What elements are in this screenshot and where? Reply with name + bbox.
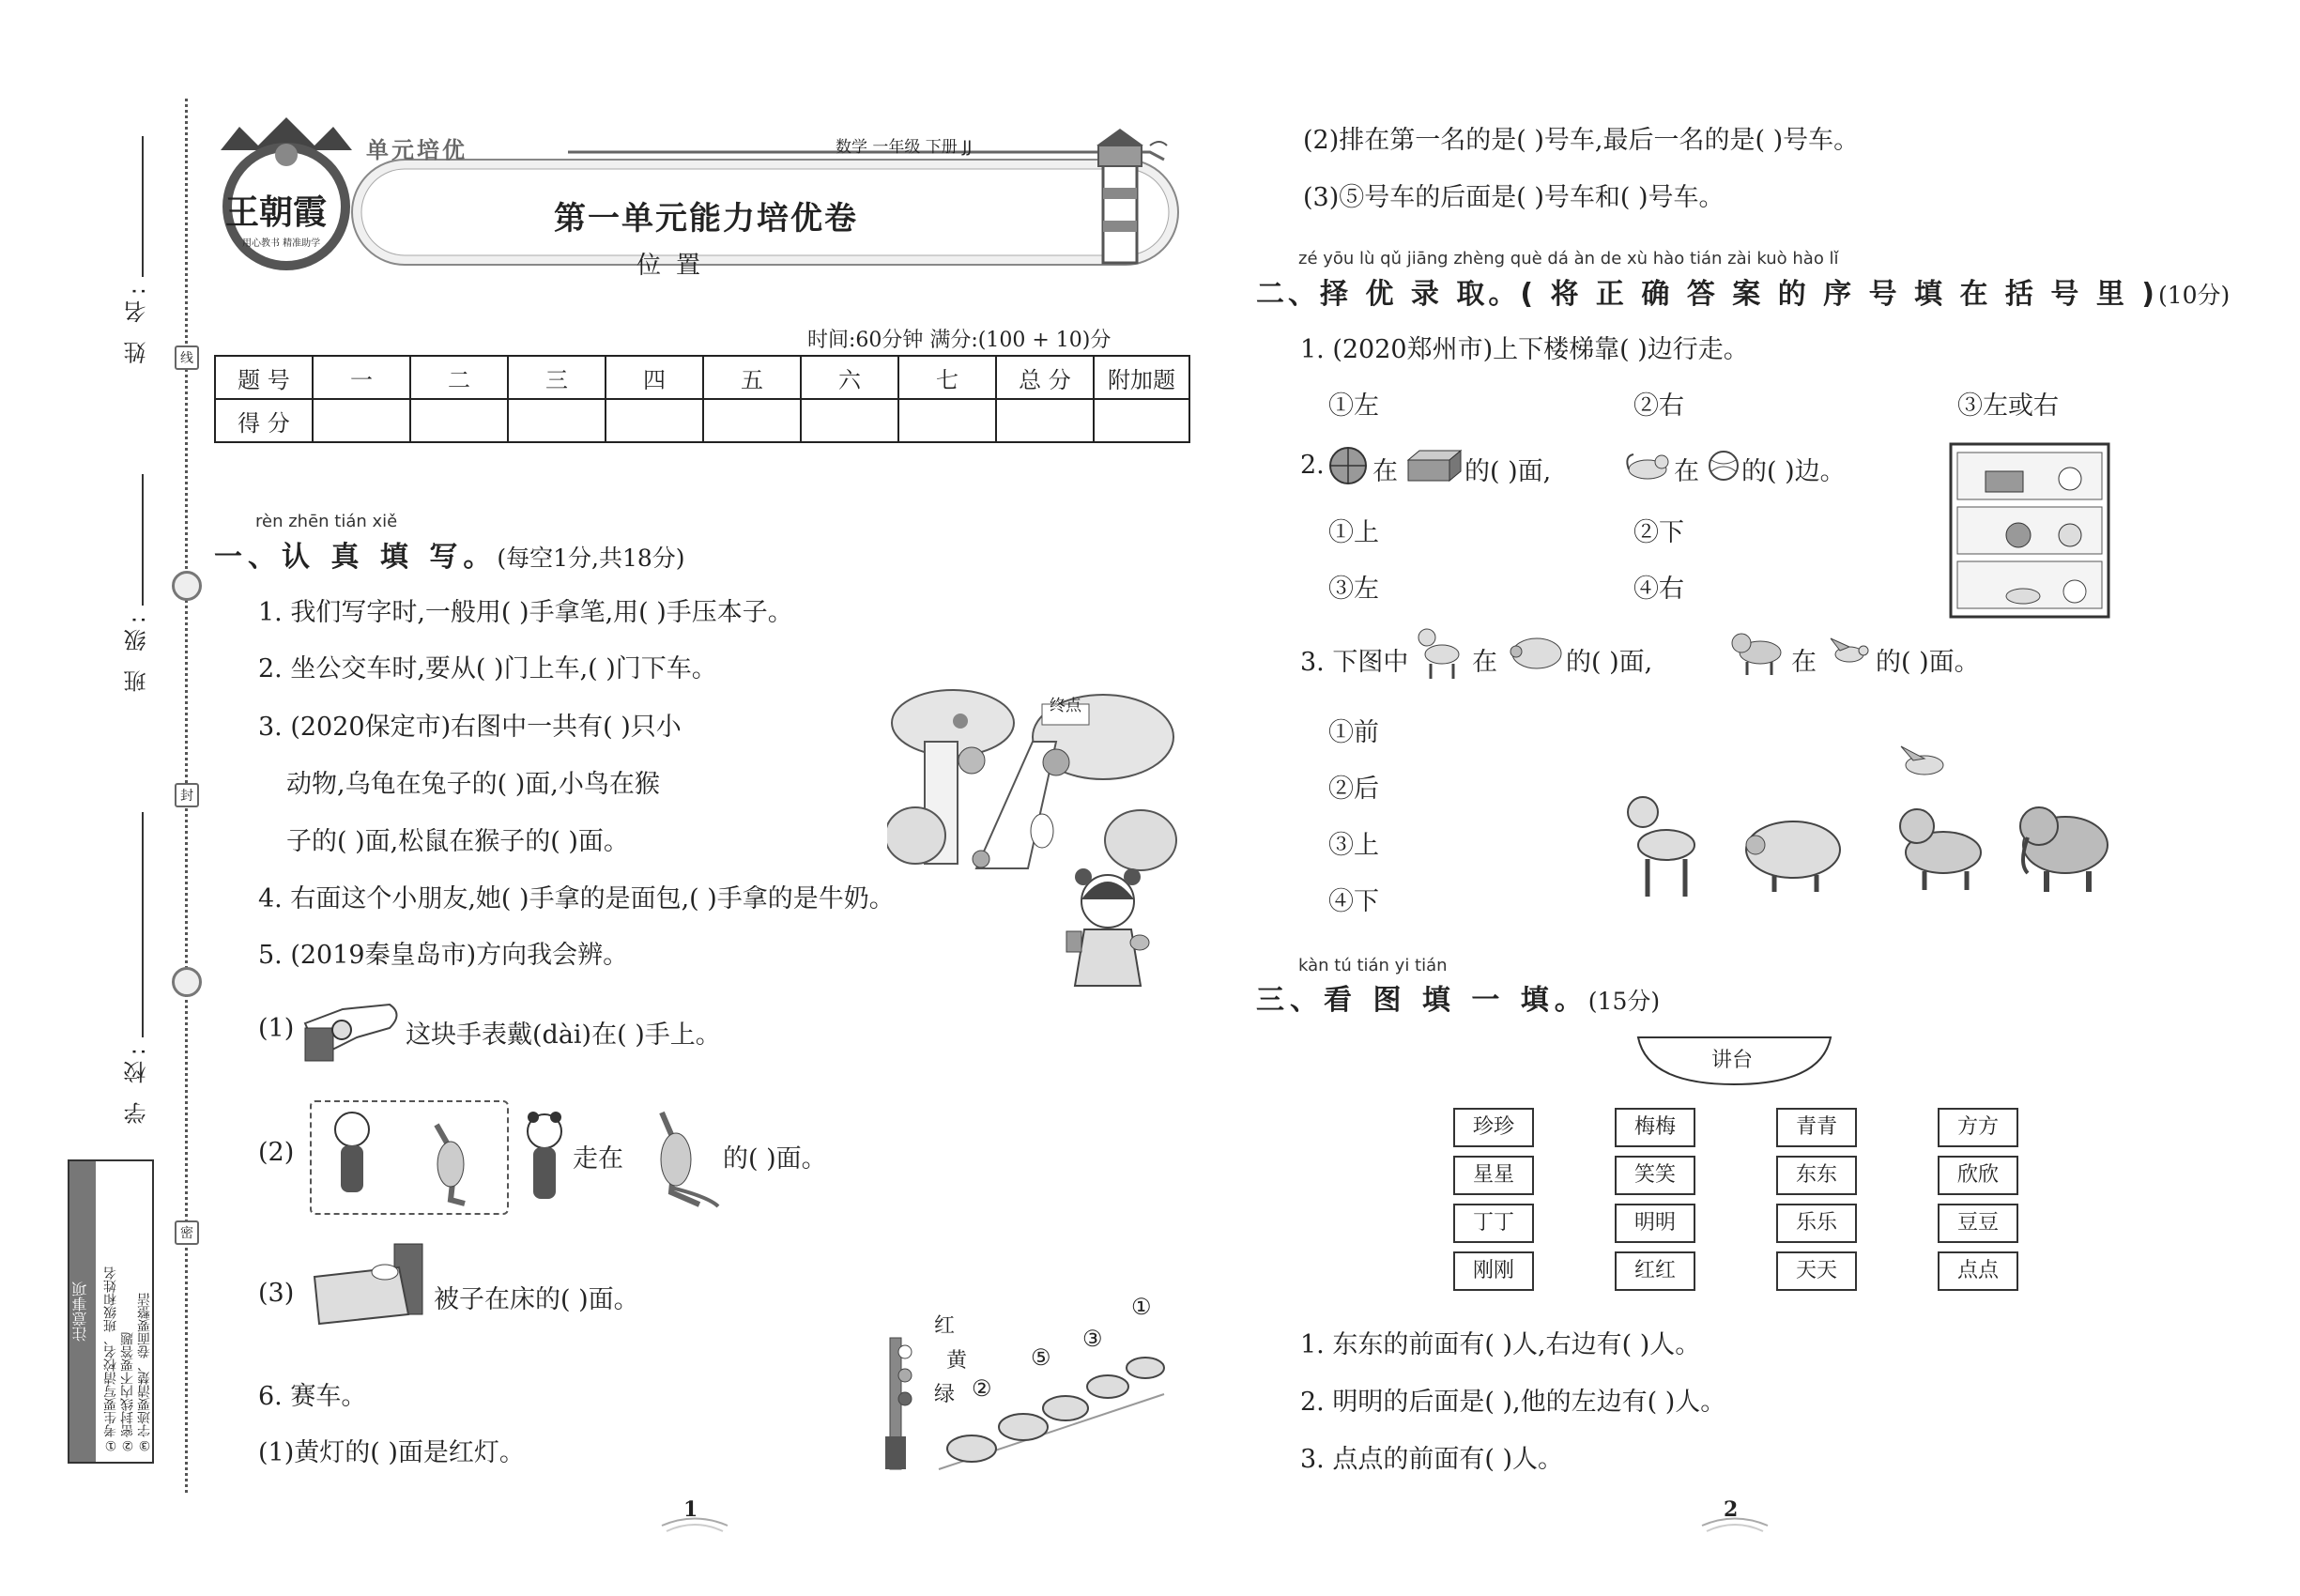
bookshelf-illustration [1948,441,2112,620]
page-title: 第一单元能力培优卷 [554,200,858,238]
choice-option[interactable]: ③左或右 [1957,391,2059,421]
basketball-icon [1328,446,1368,485]
score-header-cell: 三 [508,356,606,399]
choice-question-3-a: 的( )面, [1566,648,1653,677]
section3-points: (15分) [1587,988,1661,1015]
question-2: 2. 坐公交车时,要从( )门上车,( )门下车。 [258,654,717,683]
seat-nameplate: 青青 [1776,1108,1857,1147]
question-6-3: (3)⑤号车的后面是( )号车和( )号车。 [1303,183,1725,212]
choice-question-2-a: 的( )面, [1464,457,1552,486]
section1-points: (每空1分,共18分) [497,545,685,572]
class-label: 班 级: [124,610,150,693]
section1-title-text: 一、认 真 填 写。 [214,541,498,574]
section3-title [1256,976,1660,1018]
score-cell[interactable] [1094,399,1189,442]
score-header-cell: 四 [606,356,703,399]
choice-option[interactable]: ①前 [1328,718,1379,747]
score-header-cell: 题 号 [215,356,313,399]
score-header-cell: 一 [313,356,410,399]
score-header-cell: 总 分 [996,356,1094,399]
choice-option[interactable]: ④下 [1328,887,1379,916]
name-label: 姓 名: [124,282,150,364]
seat-nameplate: 东东 [1776,1156,1857,1195]
score-header-cell: 五 [703,356,801,399]
choice-option[interactable]: ①左 [1328,391,1379,421]
seal-char-feng: 封 [175,783,199,807]
light-label-red: 红 [934,1314,956,1338]
car-number: ① [1131,1294,1152,1320]
notice-item: ②密封线内不要答题 [120,1332,135,1452]
section3-pinyin: kàn tú tián yi tián [1298,956,1448,975]
cat-icon [1624,447,1671,484]
seat-nameplate: 梅梅 [1615,1108,1695,1147]
kangaroo-icon [634,1103,723,1211]
seat-nameplate: 方方 [1938,1108,2018,1147]
section2-pinyin: zé yōu lù qǔ jiāng zhèng què dá àn de xù hào tián zài kuò hào lǐ [1298,249,1839,269]
book-meta: 数学 一年级 下册 JJ [836,138,973,157]
horse-icon-small [1416,624,1467,681]
score-cell[interactable] [898,399,996,442]
choice-question-1: 1. (2020郑州市)上下楼梯靠( )边行走。 [1300,335,1749,364]
panda-icon [521,1108,568,1206]
seat-nameplate: 欣欣 [1938,1156,2018,1195]
seat-nameplate: 明明 [1615,1204,1695,1243]
choice-option[interactable]: ③上 [1328,831,1379,860]
notice-title: 注意事项 [69,1161,96,1462]
choice-option[interactable]: ①上 [1328,518,1379,547]
seat-nameplate: 丁丁 [1453,1204,1534,1243]
binding-hole-icon [172,967,202,997]
bed-icon [305,1239,432,1333]
name-blank-line[interactable] [142,136,144,277]
seat-nameplate: 珍珍 [1453,1108,1534,1147]
school-label: 学 校: [124,1042,150,1125]
seat-question-1: 1. 东东的前面有( )人,右边有( )人。 [1300,1330,1701,1359]
choice-option[interactable]: ③左 [1328,575,1379,604]
question-4: 4. 右面这个小朋友,她( )手拿的是面包,( )手拿的是牛奶。 [258,884,895,913]
question-5: 5. (2019秦皇岛市)方向我会辨。 [258,941,629,970]
choice-question-3-in2: 在 [1791,648,1817,677]
question-1: 1. 我们写字时,一般用( )手拿笔,用( )手压本子。 [258,598,793,627]
section3-title-text: 三、看 图 填 一 填。 [1256,984,1588,1017]
seat-nameplate: 笑笑 [1615,1156,1695,1195]
seat-nameplate: 刚刚 [1453,1251,1534,1291]
brand-name: 王朝霞 [225,193,328,232]
pig-icon-small [1507,631,1565,673]
school-blank-line[interactable] [142,812,144,1037]
question-5-1-number: (1) [258,1014,295,1043]
notice-item: ③字迹要清楚、卷面要整洁 [137,1293,152,1452]
seat-nameplate: 豆豆 [1938,1204,2018,1243]
question-5-1: 这块手表戴(dài)在( )手上。 [406,1021,721,1050]
choice-question-2-in2: 在 [1674,457,1699,486]
score-row [215,399,1189,442]
score-cell[interactable] [703,399,801,442]
question-5-2: 的( )面。 [723,1144,827,1174]
finish-label: 终点 [1050,697,1081,715]
score-header-cell: 六 [801,356,898,399]
lighthouse-icon [1080,127,1183,268]
girl-illustration [1061,864,1155,995]
notice-box [68,1159,154,1464]
question-3-line3: 子的( )面,松鼠在猴子的( )面。 [286,827,629,856]
seat-nameplate: 点点 [1938,1251,2018,1291]
question-6-2: (2)排在第一名的是( )号车,最后一名的是( )号车。 [1303,126,1860,155]
score-cell[interactable] [996,399,1094,442]
question-3-line1: 3. (2020保定市)右图中一共有( )只小 [258,713,682,742]
notice-item: ①考生要写清校名、班级和姓名 [103,1266,118,1452]
choice-question-2-num: 2. [1300,451,1325,480]
score-cell[interactable] [410,399,508,442]
seat-nameplate: 天天 [1776,1251,1857,1291]
question-5-3-number: (3) [258,1279,295,1308]
bird-icon-small [1826,634,1873,669]
box-icon [1406,449,1463,483]
question-6: 6. 赛车。 [258,1382,367,1411]
seat-question-3: 3. 点点的前面有( )人。 [1300,1445,1563,1474]
score-header-cell: 二 [410,356,508,399]
score-header-cell: 附加题 [1094,356,1189,399]
score-header-cell: 七 [898,356,996,399]
yarn-ball-icon [1707,449,1740,483]
score-cell[interactable] [508,399,606,442]
score-cell[interactable] [313,399,410,442]
forest-animals-illustration [887,685,1178,873]
choice-option[interactable]: ②下 [1633,518,1684,547]
page-number-left: 1 [683,1497,698,1522]
score-header-row [215,356,1189,399]
cow-icon-small [1730,626,1786,678]
brand-slogan: 用心教书 精准助学 [242,238,321,249]
section2-title-text: 二、择 优 录 取。( 将 正 确 答 案 的 序 号 填 在 括 号 里 ) [1256,278,2158,311]
car-number: ③ [1082,1326,1103,1352]
score-cell[interactable] [801,399,898,442]
podium-label: 讲台 [1711,1049,1754,1072]
question-3-line2: 动物,乌龟在兔子的( )面,小鸟在猴 [286,770,660,799]
car-number: ② [972,1375,992,1402]
score-table [214,355,1190,443]
race-cars-illustration [882,1300,1183,1479]
choice-question-2-b: 的( )边。 [1741,457,1846,486]
score-row-label: 得 分 [215,399,313,442]
car-number: ⑤ [1031,1344,1051,1371]
question-6-1: (1)黄灯的( )面是红灯。 [258,1438,525,1467]
banner-tag: 单元培优 [366,137,468,163]
section1-pinyin: rèn zhēn tián xiě [255,512,398,531]
seat-nameplate: 星星 [1453,1156,1534,1195]
section1-title [214,533,685,575]
section2-points: (10分) [2157,282,2231,309]
choice-question-2-in1: 在 [1372,457,1398,486]
choice-option[interactable]: ②右 [1633,391,1684,421]
choice-question-3-in1: 在 [1472,648,1497,677]
page-subtitle: 位置 [636,252,716,280]
question-5-3: 被子在床的( )面。 [434,1285,639,1314]
wristwatch-hand-icon [300,990,404,1066]
score-cell[interactable] [606,399,703,442]
seat-nameplate: 乐乐 [1776,1204,1857,1243]
choice-option[interactable]: ②后 [1328,775,1379,804]
choice-question-3-lead: 3. 下图中 [1300,648,1409,677]
binding-hole-icon [172,571,202,601]
section2-title [1256,270,2230,312]
question-5-2-walks: 走在 [573,1144,623,1174]
question-5-2-number: (2) [258,1138,295,1167]
seat-nameplate: 红红 [1615,1251,1695,1291]
seat-question-2: 2. 明明的后面是( ),他的左边有( )人。 [1300,1388,1726,1417]
class-blank-line[interactable] [142,474,144,606]
page-number-right: 2 [1724,1497,1739,1522]
choice-question-3-b: 的( )面。 [1876,648,1980,677]
light-label-yellow: 黄 [946,1349,968,1373]
panda-kangaroo-example [314,1106,502,1209]
choice-option[interactable]: ④右 [1633,575,1684,604]
seal-char-mi: 密 [175,1220,199,1245]
light-label-green: 绿 [934,1383,956,1406]
time-score-info: 时间:60分钟 满分:(100 + 10)分 [807,329,1112,352]
seal-char-xian: 线 [175,345,199,370]
animals-row-illustration [1615,732,2122,911]
